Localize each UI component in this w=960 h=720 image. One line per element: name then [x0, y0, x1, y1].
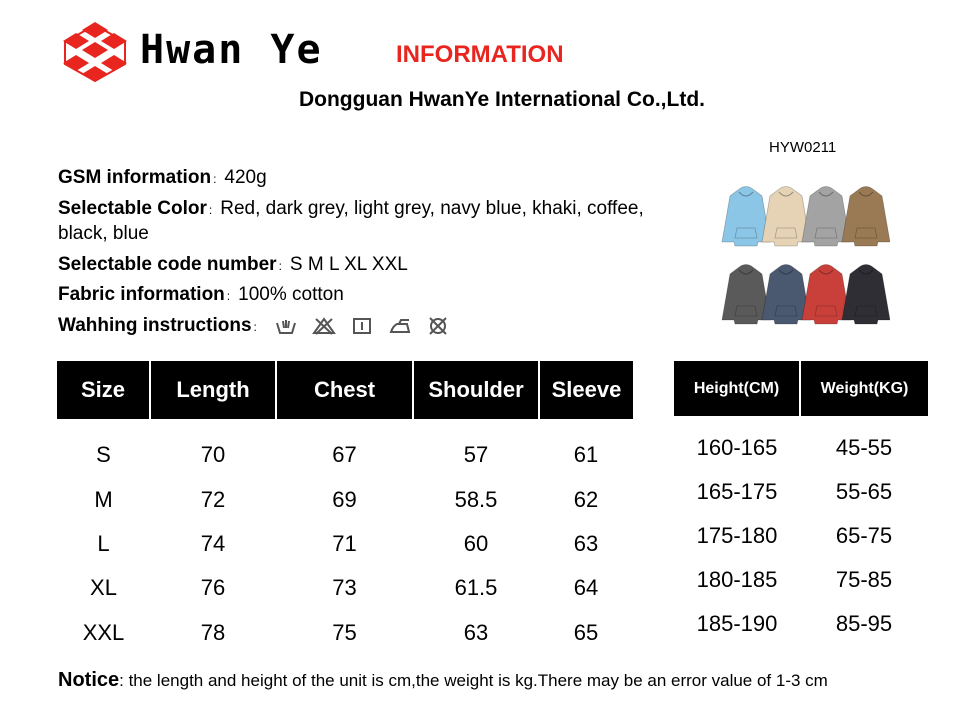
product-code: HYW0211	[769, 139, 837, 156]
table-cell: 67	[332, 442, 357, 468]
logo-mark-icon	[62, 22, 128, 84]
table-cell: 76	[200, 575, 226, 601]
table-cell: 55-65	[835, 479, 893, 504]
fabric-info	[58, 283, 678, 308]
table-cell: 61	[573, 442, 599, 468]
table-cell: 45-55	[835, 435, 893, 460]
table-cell: 165-175	[696, 479, 778, 504]
color-value: Red, dark grey, light grey, navy blue, khaki, coffee, black, blue	[58, 198, 644, 244]
table-row	[674, 416, 928, 470]
table-row	[57, 419, 633, 477]
table-cell: 72	[200, 486, 226, 512]
col-length: Length	[150, 361, 276, 419]
table-cell: 71	[332, 530, 357, 556]
table-row	[57, 566, 633, 610]
brand-name: Hwan Ye	[140, 27, 323, 73]
do-not-dry-clean-icon	[426, 317, 450, 335]
table-cell: 60	[463, 530, 489, 556]
gsm-colon: :	[213, 172, 217, 186]
product-photo	[720, 180, 890, 330]
table-row	[674, 514, 928, 558]
col-sleeve: Sleeve	[539, 361, 633, 419]
table-row	[57, 522, 633, 566]
fabric-label: Fabric information	[58, 284, 225, 305]
iron-icon	[388, 317, 412, 335]
table-cell: 85-95	[835, 611, 893, 636]
table-cell: 74	[200, 530, 226, 556]
notice-label: Notice	[58, 669, 120, 691]
color-colon: :	[208, 203, 213, 217]
hoodie-group	[722, 187, 890, 325]
table-cell: 64	[573, 575, 599, 601]
table-cell: 61.5	[454, 575, 498, 601]
table-cell: M	[94, 486, 113, 512]
table-cell: 180-185	[696, 567, 778, 592]
table-cell: 63	[573, 530, 599, 556]
color-label: Selectable Color	[58, 198, 207, 219]
table-cell: 65-75	[835, 523, 893, 548]
hand-wash-icon	[274, 317, 298, 335]
hoodie-item	[842, 187, 890, 247]
table-cell: S	[96, 442, 111, 468]
table-cell: L	[97, 530, 110, 556]
do-not-bleach-icon	[312, 317, 336, 335]
table-row	[57, 611, 633, 655]
fabric-value: 100% cotton	[238, 284, 344, 305]
table-cell: 78	[200, 619, 226, 645]
table-cell: 75-85	[835, 567, 893, 592]
company-name: Dongguan HwanYe International Co.,Ltd.	[298, 88, 705, 111]
gsm-info	[58, 166, 678, 191]
table-cell: XL	[90, 575, 117, 601]
col-weight: Weight(KG)	[800, 361, 928, 416]
notice-text: : the length and height of the unit is cm,the weight is kg.There may be an error value of 1-3 cm	[119, 671, 828, 690]
table-cell: 57	[463, 442, 489, 468]
col-shoulder: Shoulder	[413, 361, 539, 419]
table-cell: 70	[200, 442, 226, 468]
table-cell: 69	[332, 486, 357, 512]
code-colon: :	[278, 259, 282, 273]
size-table-header-row	[57, 361, 633, 419]
col-height: Height(CM)	[674, 361, 800, 416]
table-cell: 185-190	[696, 611, 778, 636]
code-value: S M L XL XXL	[289, 254, 408, 275]
color-info	[58, 197, 678, 246]
table-cell: 65	[573, 619, 599, 645]
wash-info	[58, 314, 678, 339]
code-label: Selectable code number	[58, 254, 277, 275]
page-title: INFORMATION	[396, 41, 564, 68]
table-cell: 63	[463, 619, 489, 645]
table-cell: XXL	[82, 619, 125, 645]
table-row	[674, 558, 928, 602]
table-cell: 175-180	[696, 523, 778, 548]
size-chart-table	[57, 361, 633, 655]
gsm-label: GSM information	[58, 167, 212, 188]
table-row	[57, 477, 633, 521]
height-weight-table	[674, 361, 928, 646]
table-row	[674, 602, 928, 646]
col-size: Size	[57, 361, 150, 419]
weight-table-header-row	[674, 361, 928, 416]
table-cell: 75	[332, 619, 357, 645]
fabric-colon: :	[226, 289, 231, 303]
tumble-dry-icon	[350, 317, 374, 335]
wash-label: Wahhing instructions	[58, 315, 252, 336]
table-cell: 58.5	[454, 486, 498, 512]
notice	[58, 668, 948, 693]
table-cell: 160-165	[696, 435, 778, 460]
wash-colon: :	[253, 320, 257, 334]
table-cell: 62	[573, 486, 599, 512]
table-cell: 73	[332, 575, 357, 601]
code-info	[58, 253, 678, 278]
col-chest: Chest	[276, 361, 413, 419]
table-row	[674, 470, 928, 514]
hoodie-item	[842, 265, 890, 325]
gsm-value: 420g	[224, 167, 267, 188]
